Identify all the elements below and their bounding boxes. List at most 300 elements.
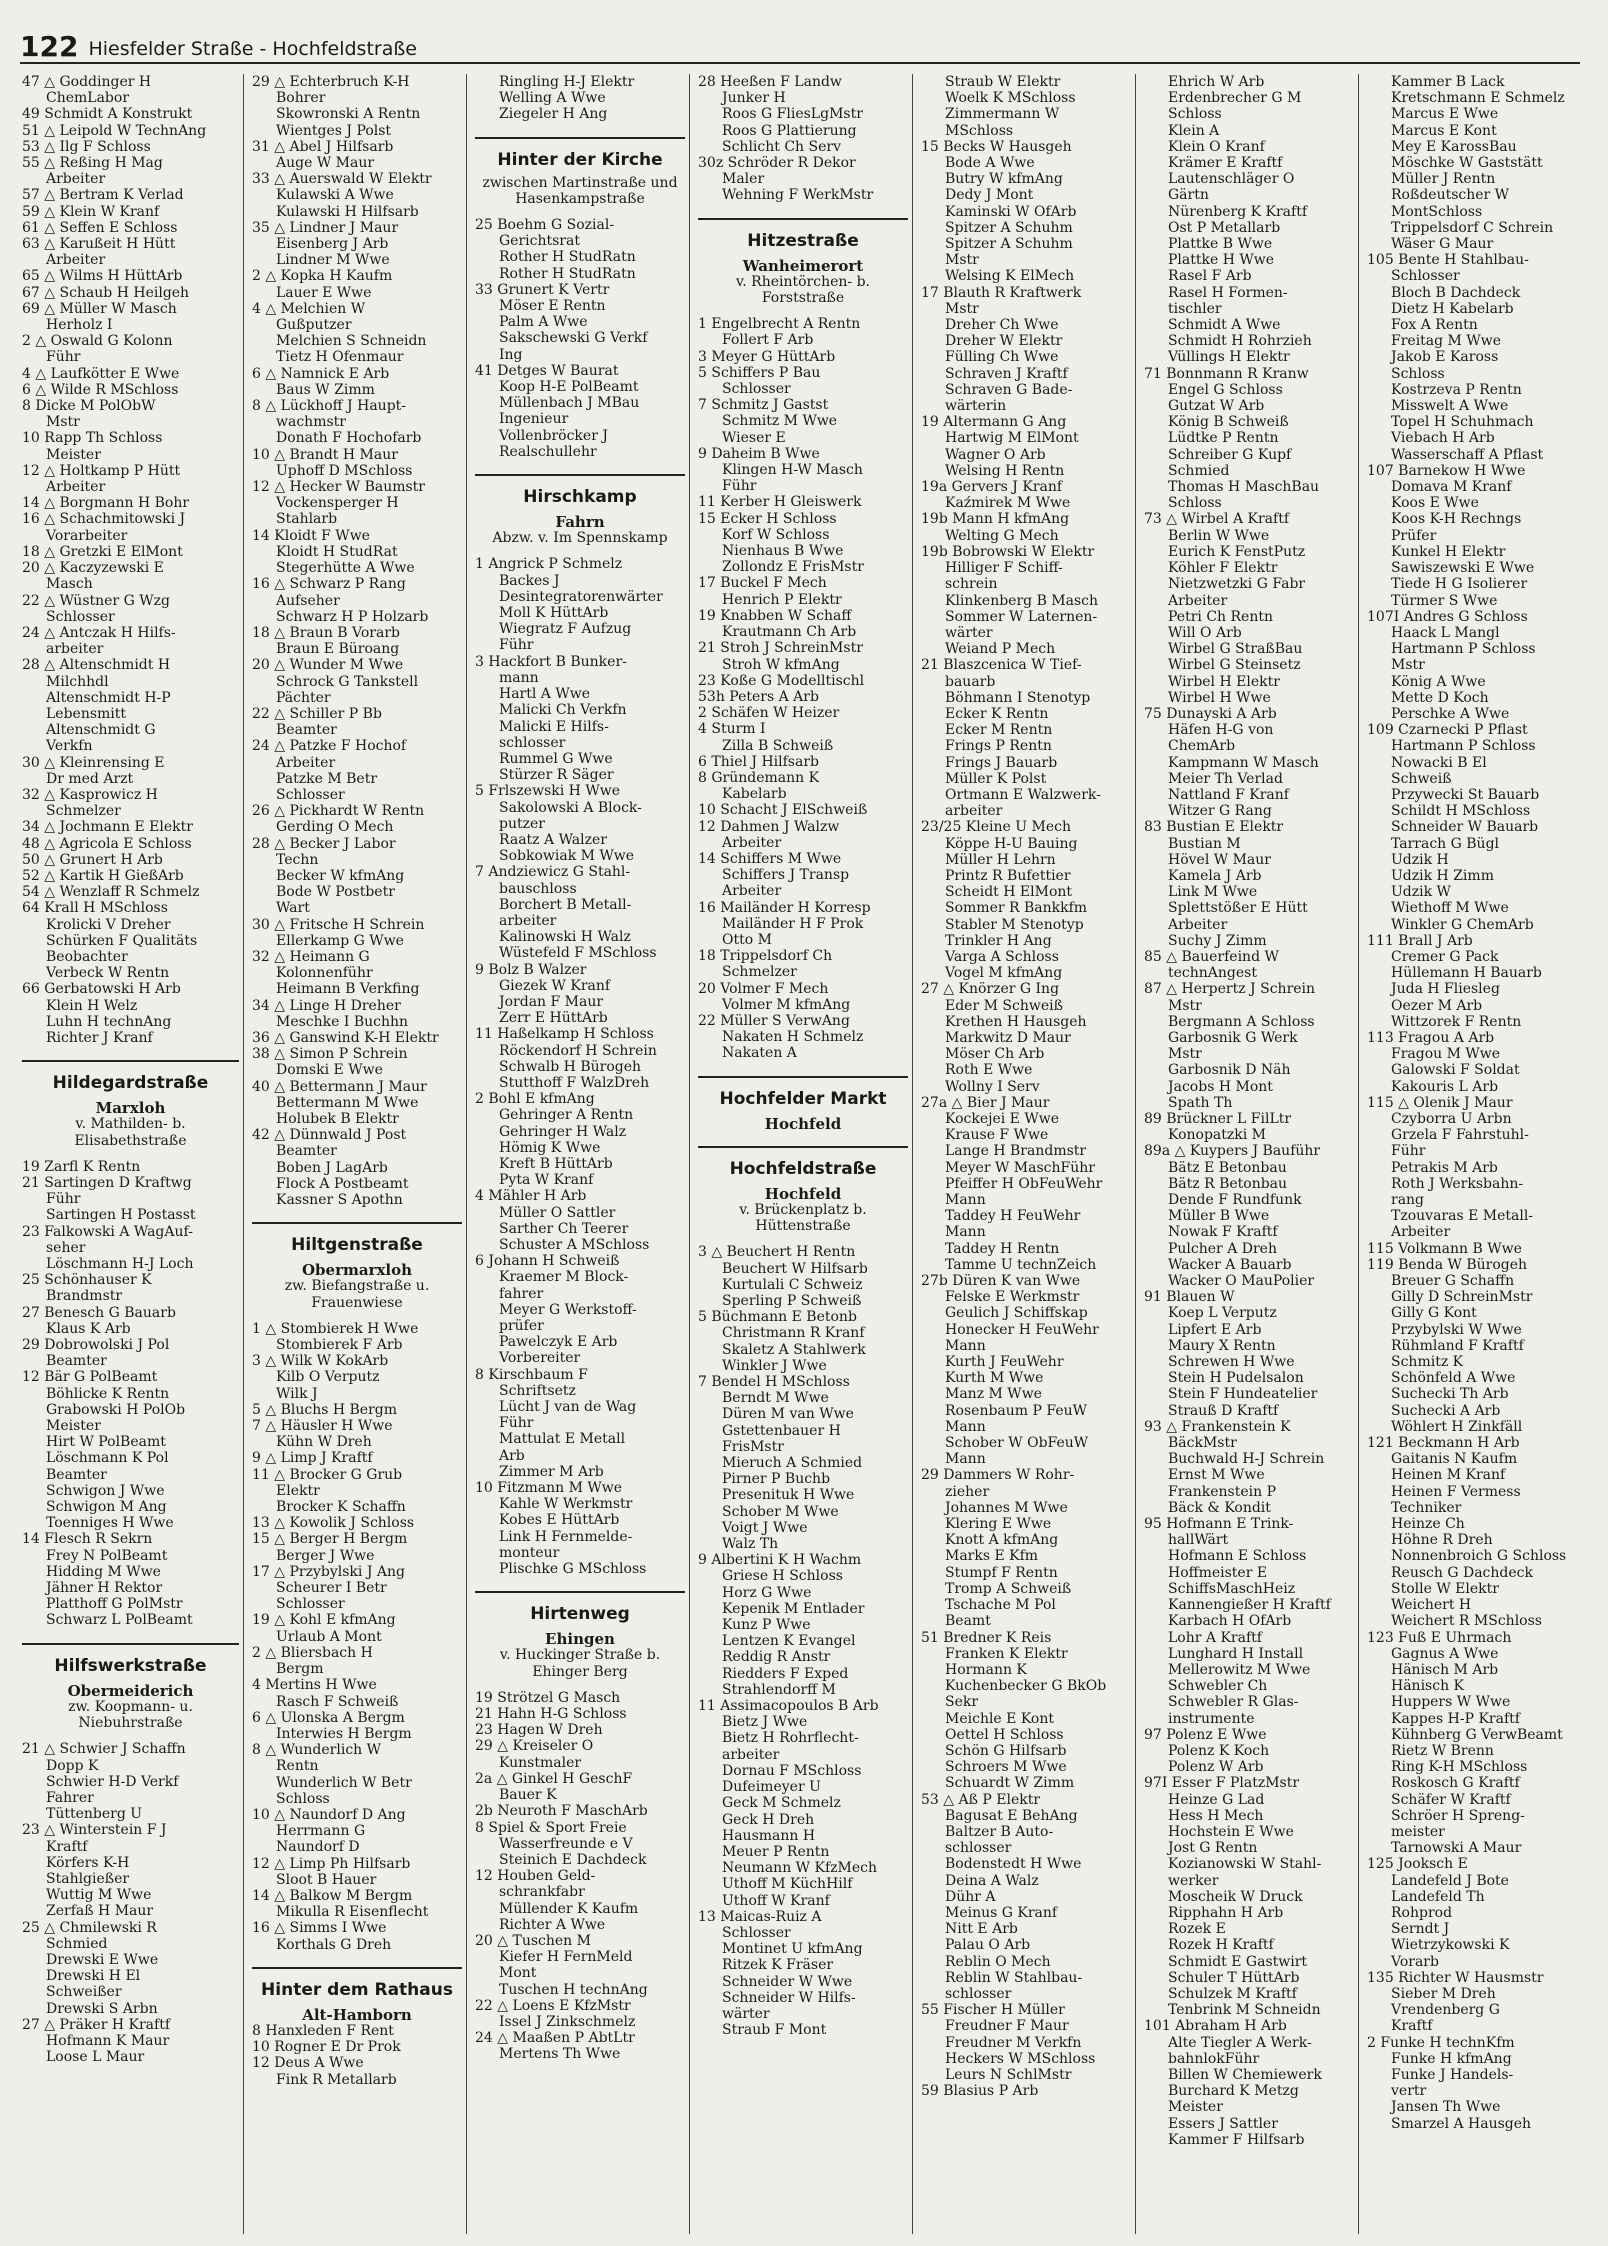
directory-entry-continuation: Dreher Ch Wwe bbox=[945, 317, 1059, 334]
directory-entry: 23 Hagen W Dreh bbox=[475, 1722, 603, 1739]
directory-entry-continuation: Geulich J Schiffskap bbox=[945, 1305, 1088, 1322]
directory-entry-continuation: Weichert R MSchloss bbox=[1391, 1613, 1542, 1630]
directory-entry: 7 Schmitz J Gastst bbox=[698, 397, 829, 414]
directory-entry-continuation: Plattke H Wwe bbox=[1168, 252, 1275, 269]
directory-entry-continuation: Koos K-H Rechngs bbox=[1391, 511, 1522, 528]
directory-entry-continuation: Meyer W MaschFühr bbox=[945, 1159, 1095, 1176]
directory-column bbox=[243, 74, 466, 2234]
directory-entry-continuation: Smarzel A Hausgeh bbox=[1391, 2115, 1532, 2132]
section-divider bbox=[698, 218, 908, 220]
directory-entry-continuation: Drewski E Wwe bbox=[46, 1951, 159, 1968]
directory-entry: 4 Mähler H Arb bbox=[475, 1188, 587, 1205]
directory-entry: 21 Stroh J SchreinMstr bbox=[698, 640, 863, 657]
directory-entry-continuation: Petri Ch Rentn bbox=[1168, 608, 1273, 625]
directory-entry-continuation: Beamt bbox=[945, 1613, 991, 1630]
directory-entry-continuation: Kahle W Werkmstr bbox=[499, 1496, 633, 1513]
directory-entry: 23 △ Winterstein F J bbox=[22, 1822, 167, 1839]
directory-entry: 12 Deus A Wwe bbox=[252, 2055, 364, 2072]
directory-entry-continuation: Wirbel H Wwe bbox=[1168, 689, 1271, 706]
directory-entry-continuation: Klein O Kranf bbox=[1168, 138, 1265, 155]
directory-entry-continuation: Billen W Chemiewerk bbox=[1168, 2066, 1322, 2083]
directory-entry-continuation: Schroers M Wwe bbox=[945, 1759, 1067, 1776]
directory-entry-continuation: schlosser bbox=[945, 1985, 1012, 2002]
directory-entry-continuation: Schmelzer bbox=[46, 803, 121, 820]
directory-entry: 66 Gerbatowski H Arb bbox=[22, 981, 181, 998]
directory-entry-continuation: Schwebler Ch bbox=[1168, 1678, 1268, 1695]
directory-entry-continuation: Stahlarb bbox=[276, 511, 338, 528]
directory-entry-continuation: Link H Fernmelde- bbox=[499, 1528, 633, 1545]
directory-entry-continuation: Führ bbox=[499, 1415, 534, 1432]
directory-entry: 2a △ Ginkel H GeschF bbox=[475, 1770, 633, 1787]
directory-entry-continuation: Ecker K Rentn bbox=[945, 705, 1049, 722]
directory-entry-continuation: Gutzat W Arb bbox=[1168, 398, 1265, 415]
directory-entry-continuation: Bloch B Dachdeck bbox=[1391, 284, 1521, 301]
directory-entry: 4 △ Laufkötter E Wwe bbox=[22, 365, 180, 382]
directory-entry-continuation: Zilla B Schweiß bbox=[722, 737, 834, 754]
directory-entry-continuation: Kampmann W Masch bbox=[1168, 754, 1319, 771]
directory-entry: 33 Grunert K Vertr bbox=[475, 281, 610, 298]
directory-entry-continuation: Hövel W Maur bbox=[1168, 851, 1271, 868]
directory-entry-continuation: Suchecki A Arb bbox=[1391, 1402, 1501, 1419]
directory-entry: 63 △ Karußeit H Hütt bbox=[22, 236, 176, 253]
directory-entry-continuation: Müller J Rentn bbox=[1391, 171, 1496, 188]
directory-entry: 9 Albertini K H Wachm bbox=[698, 1552, 862, 1569]
directory-entry-continuation: Häfen H-G von bbox=[1168, 722, 1274, 739]
directory-entry-continuation: Tzouvaras E Metall- bbox=[1391, 1208, 1534, 1225]
directory-entry: 22 △ Loens E KfzMstr bbox=[475, 1997, 631, 2014]
directory-entry-continuation: Bode W Postbetr bbox=[276, 884, 395, 901]
directory-entry-continuation: Tuschen H technAng bbox=[499, 1981, 648, 1998]
directory-entry-continuation: Meier Th Verlad bbox=[1168, 770, 1283, 787]
directory-entry-continuation: Rother H StudRatn bbox=[499, 265, 636, 282]
directory-entry-continuation: Karbach H OfArb bbox=[1168, 1613, 1292, 1630]
directory-entry: 5 Schiffers P Bau bbox=[698, 364, 821, 381]
directory-entry-continuation: Vogel M kfmAng bbox=[945, 965, 1063, 982]
directory-entry-continuation: Grabowski H PolOb bbox=[46, 1401, 186, 1418]
directory-entry-continuation: Varga A Schloss bbox=[945, 948, 1059, 965]
directory-entry-continuation: Schlosser bbox=[276, 786, 345, 803]
directory-entry-continuation: Röckendorf H Schrein bbox=[499, 1042, 657, 1059]
directory-entry-continuation: Meinus G Kranf bbox=[945, 1904, 1058, 1921]
directory-entry-continuation: Strauß D Kraftf bbox=[1168, 1402, 1279, 1419]
directory-entry-continuation: Prüfer bbox=[1391, 527, 1437, 544]
directory-entry-continuation: König A Wwe bbox=[1391, 673, 1486, 690]
directory-entry-continuation: Schlosser bbox=[722, 381, 791, 398]
directory-entry-continuation: Zimmer M Arb bbox=[499, 1463, 604, 1480]
directory-entry-continuation: Wiegratz F Aufzug bbox=[499, 621, 632, 638]
directory-entry-continuation: Wunderlich W Betr bbox=[276, 1774, 412, 1791]
directory-entry: 91 Blauen W bbox=[1144, 1289, 1235, 1306]
directory-entry-continuation: Kostrzeva P Rentn bbox=[1391, 381, 1522, 398]
directory-entry: 9 Bolz B Walzer bbox=[475, 961, 587, 978]
directory-entry-continuation: Reblin O Mech bbox=[945, 1953, 1051, 1970]
directory-entry: 12 △ Holtkamp P Hütt bbox=[22, 462, 181, 479]
directory-entry: 2 △ Bliersbach H bbox=[252, 1644, 373, 1661]
directory-entry-continuation: Hartmann P Schloss bbox=[1391, 641, 1536, 658]
directory-entry-continuation: Beuchert W Hilfsarb bbox=[722, 1260, 868, 1277]
directory-entry: 109 Czarnecki P Pflast bbox=[1367, 722, 1528, 739]
directory-entry: 24 △ Maaßen P AbtLtr bbox=[475, 2030, 635, 2047]
directory-entry-continuation: Heinze G Lad bbox=[1168, 1791, 1265, 1808]
directory-entry-continuation: Möschke W Gaststätt bbox=[1391, 155, 1543, 172]
directory-entry-continuation: Nitt E Arb bbox=[945, 1921, 1018, 1938]
directory-entry: 10 Rogner E Dr Prok bbox=[252, 2039, 401, 2056]
directory-entry-continuation: Udzik H Zimm bbox=[1391, 867, 1494, 884]
directory-entry: 10 Rapp Th Schloss bbox=[22, 430, 163, 447]
directory-entry-continuation: Altenschmidt G bbox=[46, 722, 156, 739]
directory-entry-continuation: Kabelarb bbox=[722, 786, 787, 803]
directory-entry-continuation: Klingen H-W Masch bbox=[722, 462, 863, 479]
directory-entry-continuation: Nakaten H Schmelz bbox=[722, 1029, 864, 1046]
directory-entry: 2 Bohl E kfmAng bbox=[475, 1091, 595, 1108]
directory-entry: 8 Gründemann K bbox=[698, 769, 820, 786]
directory-entry: 16 Mailänder H Korresp bbox=[698, 899, 871, 916]
directory-entry: 49 Schmidt A Konstrukt bbox=[22, 106, 193, 123]
directory-entry: 5 △ Bluchs H Bergm bbox=[252, 1401, 398, 1418]
directory-entry: 21 △ Schwier J Schaffn bbox=[22, 1741, 186, 1758]
directory-entry: 23 Koße G Modelltischl bbox=[698, 672, 865, 689]
directory-entry-continuation: Weichert H bbox=[1391, 1597, 1472, 1614]
directory-entry-continuation: Kobes E HüttArb bbox=[499, 1512, 620, 1529]
section-divider bbox=[475, 474, 685, 476]
directory-entry: 25 Schönhauser K bbox=[22, 1272, 152, 1289]
directory-entry-continuation: Führ bbox=[1391, 1143, 1426, 1160]
directory-entry-continuation: Mikulla R Eisenflecht bbox=[276, 1904, 429, 1921]
directory-entry-continuation: Giezek W Kranf bbox=[499, 977, 611, 994]
directory-entry-continuation: Winkler J Wwe bbox=[722, 1357, 827, 1374]
directory-entry-continuation: Mstr bbox=[46, 414, 80, 431]
directory-entry-continuation: Bohrer bbox=[276, 90, 326, 107]
directory-entry-continuation: Lunghard H Install bbox=[1168, 1645, 1304, 1662]
directory-entry-continuation: Ortmann E Walzwerk- bbox=[945, 786, 1101, 803]
directory-entry-continuation: Lindner M Wwe bbox=[276, 252, 390, 269]
directory-entry-continuation: Schmidt H Rohrzieh bbox=[1168, 333, 1312, 350]
directory-entry-continuation: Schloss bbox=[276, 1790, 330, 1807]
directory-entry-continuation: Meichle E Kont bbox=[945, 1710, 1054, 1727]
directory-entry-continuation: Luhn H technAng bbox=[46, 1013, 172, 1030]
directory-entry-continuation: Becker W kfmAng bbox=[276, 867, 405, 884]
directory-entry-continuation: Mann bbox=[945, 1192, 986, 1209]
directory-entry-continuation: Krautmann Ch Arb bbox=[722, 624, 857, 641]
directory-entry-continuation: Schönfeld A Wwe bbox=[1391, 1370, 1516, 1387]
directory-entry-continuation: Hirt W PolBeamt bbox=[46, 1434, 166, 1451]
directory-entry-continuation: Hilliger F Schiff- bbox=[945, 560, 1063, 577]
directory-entry: 1 △ Stombierek H Wwe bbox=[252, 1320, 419, 1337]
directory-entry: 5 Frlszewski H Wwe bbox=[475, 783, 620, 800]
directory-entry-continuation: Mattulat E Metall bbox=[499, 1431, 626, 1448]
directory-entry-continuation: Klaus K Arb bbox=[46, 1320, 131, 1337]
directory-entry-continuation: Rühmland F Kraftf bbox=[1391, 1337, 1524, 1354]
directory-entry-continuation: Welting G Mech bbox=[945, 527, 1059, 544]
directory-entry-continuation: Meschke I Buchhn bbox=[276, 1013, 409, 1030]
directory-entry-continuation: schrein bbox=[945, 576, 998, 593]
directory-entry: 19 Strötzel G Masch bbox=[475, 1689, 621, 1706]
directory-entry-continuation: Udzik W bbox=[1391, 884, 1451, 901]
directory-entry-continuation: Engel G Schloss bbox=[1168, 381, 1283, 398]
directory-entry-continuation: Wiethoff M Wwe bbox=[1391, 900, 1509, 917]
directory-entry-continuation: Frankenstein P bbox=[1168, 1483, 1277, 1500]
directory-entry-continuation: Woelk K MSchloss bbox=[945, 90, 1076, 107]
directory-entry-continuation: Malicki Ch Verkfn bbox=[499, 702, 627, 719]
directory-entry-continuation: Thomas H MaschBau bbox=[1168, 479, 1320, 496]
directory-entry-continuation: Raatz A Walzer bbox=[499, 831, 607, 848]
directory-entry-continuation: Kakouris L Arb bbox=[1391, 1078, 1499, 1095]
directory-entry-continuation: Müllenbach J MBau bbox=[499, 395, 640, 412]
directory-entry: 71 Bonnmann R Kranw bbox=[1144, 365, 1309, 382]
directory-entry-continuation: Baltzer B Auto- bbox=[945, 1823, 1054, 1840]
directory-entry-continuation: Meister bbox=[1168, 2099, 1223, 2116]
directory-entry-continuation: Körfers K-H bbox=[46, 1854, 130, 1871]
directory-entry-continuation: tischler bbox=[1168, 300, 1222, 317]
directory-entry-continuation: Pächter bbox=[276, 689, 331, 706]
directory-entry-continuation: Maury X Rentn bbox=[1168, 1337, 1276, 1354]
directory-entry: 35 △ Lindner J Maur bbox=[252, 219, 399, 236]
directory-entry-continuation: Rosenbaum P FeuW bbox=[945, 1402, 1088, 1419]
directory-entry-continuation: Felske E Werkmstr bbox=[945, 1289, 1080, 1306]
directory-entry-continuation: Printz R Bufettier bbox=[945, 867, 1071, 884]
directory-entry-continuation: Schlicht Ch Serv bbox=[722, 138, 841, 155]
directory-entry-continuation: Ritzek K Fräser bbox=[722, 1957, 834, 1974]
directory-entry-continuation: Kühnberg G VerwBeamt bbox=[1391, 1726, 1563, 1743]
directory-entry: 29 △ Kreiseler O bbox=[475, 1738, 594, 1755]
directory-entry-continuation: Müller H Lehrn bbox=[945, 851, 1056, 868]
directory-entry-continuation: Bauer K bbox=[499, 1787, 557, 1804]
directory-entry: 2 Funke H technKfm bbox=[1367, 2034, 1515, 2051]
directory-entry-continuation: Jacobs H Mont bbox=[1168, 1078, 1273, 1095]
directory-entry-continuation: Hömig K Wwe bbox=[499, 1139, 601, 1156]
directory-entry-continuation: Möser E Rentn bbox=[499, 298, 606, 315]
directory-entry-continuation: Walz Th bbox=[722, 1536, 779, 1553]
directory-entry-continuation: Lentzen K Evangel bbox=[722, 1633, 856, 1650]
directory-entry-continuation: Wollny I Serv bbox=[945, 1078, 1040, 1095]
directory-entry-continuation: Desintegratorenwärter bbox=[499, 588, 663, 605]
directory-entry-continuation: Sakschewski G Verkf bbox=[499, 330, 648, 347]
directory-entry: 29 △ Echterbruch K-H bbox=[252, 74, 410, 90]
directory-entry-continuation: Roos G FliesLgMstr bbox=[722, 106, 863, 123]
directory-entry-continuation: Richter J Kranf bbox=[46, 1029, 153, 1046]
directory-entry-continuation: rang bbox=[1391, 1192, 1425, 1209]
directory-entry-continuation: Tietz H Ofenmaur bbox=[276, 349, 404, 366]
directory-entry-continuation: Kulawski H Hilfsarb bbox=[276, 203, 419, 220]
district-name: Hochfeld bbox=[764, 1114, 842, 1133]
directory-entry-continuation: Jähner H Rektor bbox=[46, 1580, 163, 1597]
directory-entry: 25 △ Chmilewski R bbox=[22, 1919, 157, 1936]
directory-entry-continuation: Fahrer bbox=[46, 1789, 94, 1806]
directory-entry-continuation: Beobachter bbox=[46, 948, 128, 965]
directory-entry-continuation: Freitag M Wwe bbox=[1391, 333, 1501, 350]
directory-entry: 28 Heeßen F Landw bbox=[698, 74, 842, 90]
directory-entry: 125 Jooksch E bbox=[1367, 1856, 1468, 1873]
directory-entry-continuation: Nonnenbroich G Schloss bbox=[1391, 1548, 1567, 1565]
directory-entry-continuation: Lüdtke P Rentn bbox=[1168, 430, 1279, 447]
directory-entry-continuation: Hartl A Wwe bbox=[499, 686, 591, 703]
directory-entry: 73 △ Wirbel A Kraftf bbox=[1144, 511, 1290, 528]
directory-entry-continuation: Wieser E bbox=[722, 429, 786, 446]
directory-entry-continuation: Breuer G Schaffn bbox=[1391, 1273, 1515, 1290]
directory-entry: 5 Büchmann E Betonb bbox=[698, 1309, 857, 1326]
directory-entry: 51 △ Leipold W TechnAng bbox=[22, 122, 207, 139]
page-number: 122 bbox=[20, 30, 79, 63]
directory-entry-continuation: Pirner P Buchb bbox=[722, 1471, 831, 1488]
directory-entry-continuation: Schriftsetz bbox=[499, 1382, 576, 1399]
directory-entry-continuation: Ziegeler H Ang bbox=[499, 106, 608, 123]
directory-entry-continuation: Dr med Arzt bbox=[46, 770, 134, 787]
directory-entry-continuation: Schraven J Kraftf bbox=[945, 365, 1068, 382]
directory-entry: 97I Esser F PlatzMstr bbox=[1144, 1775, 1300, 1792]
directory-entry: 7 Andziewicz G Stahl- bbox=[475, 864, 631, 881]
directory-entry-continuation: Vockensperger H bbox=[276, 495, 399, 512]
directory-entry-continuation: Schlosser bbox=[276, 1596, 345, 1613]
directory-entry-continuation: arbeiter bbox=[46, 641, 104, 658]
directory-entry-continuation: Mstr bbox=[945, 252, 979, 269]
directory-entry: 32 △ Heimann G bbox=[252, 948, 370, 965]
directory-entry: 17 Blauth R Kraftwerk bbox=[921, 284, 1082, 301]
street-description: Abzw. v. Im Spennskamp bbox=[492, 530, 668, 547]
directory-entry-continuation: Przybylski W Wwe bbox=[1391, 1321, 1522, 1338]
street-heading: Hirtenweg bbox=[530, 1604, 630, 1625]
directory-entry-continuation: Arbeiter bbox=[276, 754, 336, 771]
directory-entry-continuation: Schwigon J Wwe bbox=[46, 1482, 165, 1499]
directory-entry-continuation: bauarb bbox=[945, 673, 996, 690]
directory-entry-continuation: Gerding O Mech bbox=[276, 819, 394, 836]
directory-entry-continuation: Zimmermann W bbox=[945, 106, 1060, 123]
directory-entry-continuation: Kraemer M Block- bbox=[499, 1269, 629, 1286]
directory-entry-continuation: Wacker A Bauarb bbox=[1168, 1256, 1292, 1273]
street-description: zw. Koopmann- u. Niebuhrstraße bbox=[68, 1698, 193, 1732]
directory-entry-continuation: Bustian M bbox=[1168, 835, 1241, 852]
directory-entry-continuation: Schober W ObFeuW bbox=[945, 1435, 1089, 1452]
directory-entry-continuation: Oezer M Arb bbox=[1391, 997, 1483, 1014]
directory-entry-continuation: Böhlicke K Rentn bbox=[46, 1385, 170, 1402]
directory-entry-continuation: Holubek B Elektr bbox=[276, 1111, 399, 1127]
directory-entry: 61 △ Seffen E Schloss bbox=[22, 219, 178, 236]
directory-entry-continuation: Frey N PolBeamt bbox=[46, 1547, 168, 1564]
directory-entry-continuation: Stein F Hundeatelier bbox=[1168, 1386, 1318, 1403]
directory-entry: 3 △ Beuchert H Rentn bbox=[698, 1244, 856, 1261]
directory-entry: 119 Benda W Bürogeh bbox=[1367, 1256, 1528, 1273]
directory-entry-continuation: Junker H bbox=[722, 90, 786, 107]
directory-entry-continuation: Plattke B Wwe bbox=[1168, 236, 1273, 253]
directory-entry-continuation: Welsing H Rentn bbox=[945, 462, 1065, 479]
directory-entry-continuation: Kunz P Wwe bbox=[722, 1617, 811, 1634]
directory-entry-continuation: Schwebler R Glas- bbox=[1168, 1694, 1299, 1711]
directory-entry: 6 Johann H Schweiß bbox=[475, 1253, 620, 1270]
directory-entry-continuation: Müller K Polst bbox=[945, 770, 1047, 787]
section-divider bbox=[22, 1643, 239, 1645]
directory-entry-continuation: wärter bbox=[722, 2005, 770, 2022]
directory-entry: 89a △ Kuypers J Bauführ bbox=[1144, 1143, 1321, 1160]
directory-entry-continuation: Sommer R Bankkfm bbox=[945, 900, 1088, 917]
directory-entry: 29 Dammers W Rohr- bbox=[921, 1467, 1075, 1484]
directory-entry: 87 △ Herpertz J Schrein bbox=[1144, 981, 1316, 998]
directory-entry-continuation: Dietz H Kabelarb bbox=[1391, 300, 1514, 317]
directory-entry-continuation: Löschmann H-J Loch bbox=[46, 1256, 194, 1273]
directory-entry: 19 Altermann G Ang bbox=[921, 414, 1067, 431]
directory-entry-continuation: Tschache M Pol bbox=[945, 1597, 1056, 1614]
directory-entry: 75 Dunayski A Arb bbox=[1144, 705, 1277, 722]
directory-entry-continuation: Flock A Postbeamt bbox=[276, 1175, 409, 1192]
directory-entry-continuation: Ingenieur bbox=[499, 411, 569, 428]
directory-entry-continuation: Köhler F Elektr bbox=[1168, 560, 1278, 577]
directory-entry: 95 Hofmann E Trink- bbox=[1144, 1516, 1294, 1533]
directory-entry-continuation: Moll K HüttArb bbox=[499, 605, 609, 622]
directory-entry: 16 △ Schachmitowski J bbox=[22, 511, 186, 528]
directory-entry-continuation: wärterin bbox=[945, 398, 1007, 415]
directory-entry-continuation: Drewski S Arbn bbox=[46, 2000, 158, 2017]
directory-entry-continuation: Mertens Th Wwe bbox=[499, 2046, 621, 2063]
directory-entry-continuation: Plischke G MSchloss bbox=[499, 1561, 647, 1578]
directory-entry-continuation: Deina A Walz bbox=[945, 1872, 1039, 1889]
directory-entry-continuation: Franken K Elektr bbox=[945, 1645, 1068, 1662]
directory-entry-continuation: Malicki E Hilfs- bbox=[499, 718, 609, 735]
directory-entry-continuation: Beamter bbox=[276, 722, 337, 739]
directory-entry-continuation: Johannes M Wwe bbox=[945, 1499, 1068, 1516]
directory-entry-continuation: Tüttenberg U bbox=[46, 1806, 143, 1823]
directory-entry: 123 Fuß E Uhrmach bbox=[1367, 1629, 1512, 1646]
directory-entry-continuation: Berndt M Wwe bbox=[722, 1390, 829, 1407]
directory-entry: 40 △ Bettermann J Maur bbox=[252, 1078, 427, 1095]
directory-entry-continuation: Realschullehr bbox=[499, 443, 597, 460]
directory-entry-continuation: Arbeiter bbox=[46, 252, 106, 269]
directory-entry-continuation: Nakaten A bbox=[722, 1045, 797, 1062]
directory-entry-continuation: Christmann R Kranf bbox=[722, 1325, 865, 1342]
directory-entry-continuation: Trippelsdorf C Schrein bbox=[1391, 219, 1554, 236]
directory-entry: 10 △ Naundorf D Ang bbox=[252, 1806, 406, 1823]
directory-entry-continuation: instrumente bbox=[1168, 1710, 1255, 1727]
directory-entry-continuation: Follert F Arb bbox=[722, 332, 814, 349]
directory-entry-continuation: Düren M van Wwe bbox=[722, 1406, 854, 1423]
directory-entry-continuation: Müllender K Kaufm bbox=[499, 1900, 639, 1917]
directory-entry: 11 Kerber H Gleiswerk bbox=[698, 494, 862, 511]
directory-entry: 20 Volmer F Mech bbox=[698, 980, 829, 997]
directory-entry: 6 △ Namnick E Arb bbox=[252, 365, 390, 382]
directory-entry-continuation: Kammer B Lack bbox=[1391, 74, 1505, 90]
directory-entry-continuation: Neumann W KfzMech bbox=[722, 1860, 877, 1877]
directory-entry-continuation: MSchloss bbox=[945, 122, 1014, 139]
directory-entry-continuation: Welling A Wwe bbox=[499, 90, 606, 107]
directory-entry-continuation: Schmitz K bbox=[1391, 1354, 1464, 1371]
street-description: v. Rheintörchen- b. Forststraße bbox=[736, 273, 870, 307]
directory-entry-continuation: Eurich K FenstPutz bbox=[1168, 543, 1306, 560]
directory-entry-continuation: Klering E Wwe bbox=[945, 1516, 1052, 1533]
directory-entry-continuation: Steinich E Dachdeck bbox=[499, 1851, 647, 1868]
directory-entry-continuation: Burchard K Metzg bbox=[1168, 2083, 1299, 2100]
directory-entry-continuation: Arbeiter bbox=[1168, 916, 1228, 933]
directory-entry-continuation: Führ bbox=[722, 478, 757, 495]
directory-entry-continuation: Krämer E Kraftf bbox=[1168, 155, 1283, 172]
directory-entry: 83 Bustian E Elektr bbox=[1144, 819, 1284, 836]
directory-entry-continuation: Braun E Büroang bbox=[276, 641, 400, 658]
directory-entry-continuation: Stabler M Stenotyp bbox=[945, 916, 1084, 933]
directory-entry-continuation: Koos E Wwe bbox=[1391, 495, 1479, 512]
directory-entry: 18 △ Braun B Vorarb bbox=[252, 624, 400, 641]
directory-entry-continuation: Wientges J Polst bbox=[276, 122, 392, 139]
district-name: Fahrn bbox=[555, 513, 605, 532]
directory-entry-continuation: Konopatzki M bbox=[1168, 1127, 1267, 1144]
directory-entry-continuation: Funke J Handels- bbox=[1391, 2066, 1514, 2083]
directory-entry-continuation: Milchhdl bbox=[46, 673, 109, 690]
directory-entry: 69 △ Müller W Masch bbox=[22, 300, 177, 317]
directory-entry: 23/25 Kleine U Mech bbox=[921, 819, 1071, 836]
directory-entry-continuation: Hoffmeister E bbox=[1168, 1564, 1268, 1581]
directory-entry-continuation: arbeiter bbox=[945, 803, 1003, 820]
directory-entry-continuation: Serndt J bbox=[1391, 1921, 1450, 1938]
directory-entry-continuation: Schlosser bbox=[722, 1924, 791, 1941]
directory-entry: 47 △ Goddinger H bbox=[22, 74, 152, 90]
directory-entry-continuation: Klinkenberg B Masch bbox=[945, 592, 1099, 609]
directory-entry-continuation: Bäck & Kondit bbox=[1168, 1499, 1271, 1516]
directory-entry-continuation: mann bbox=[499, 669, 539, 686]
